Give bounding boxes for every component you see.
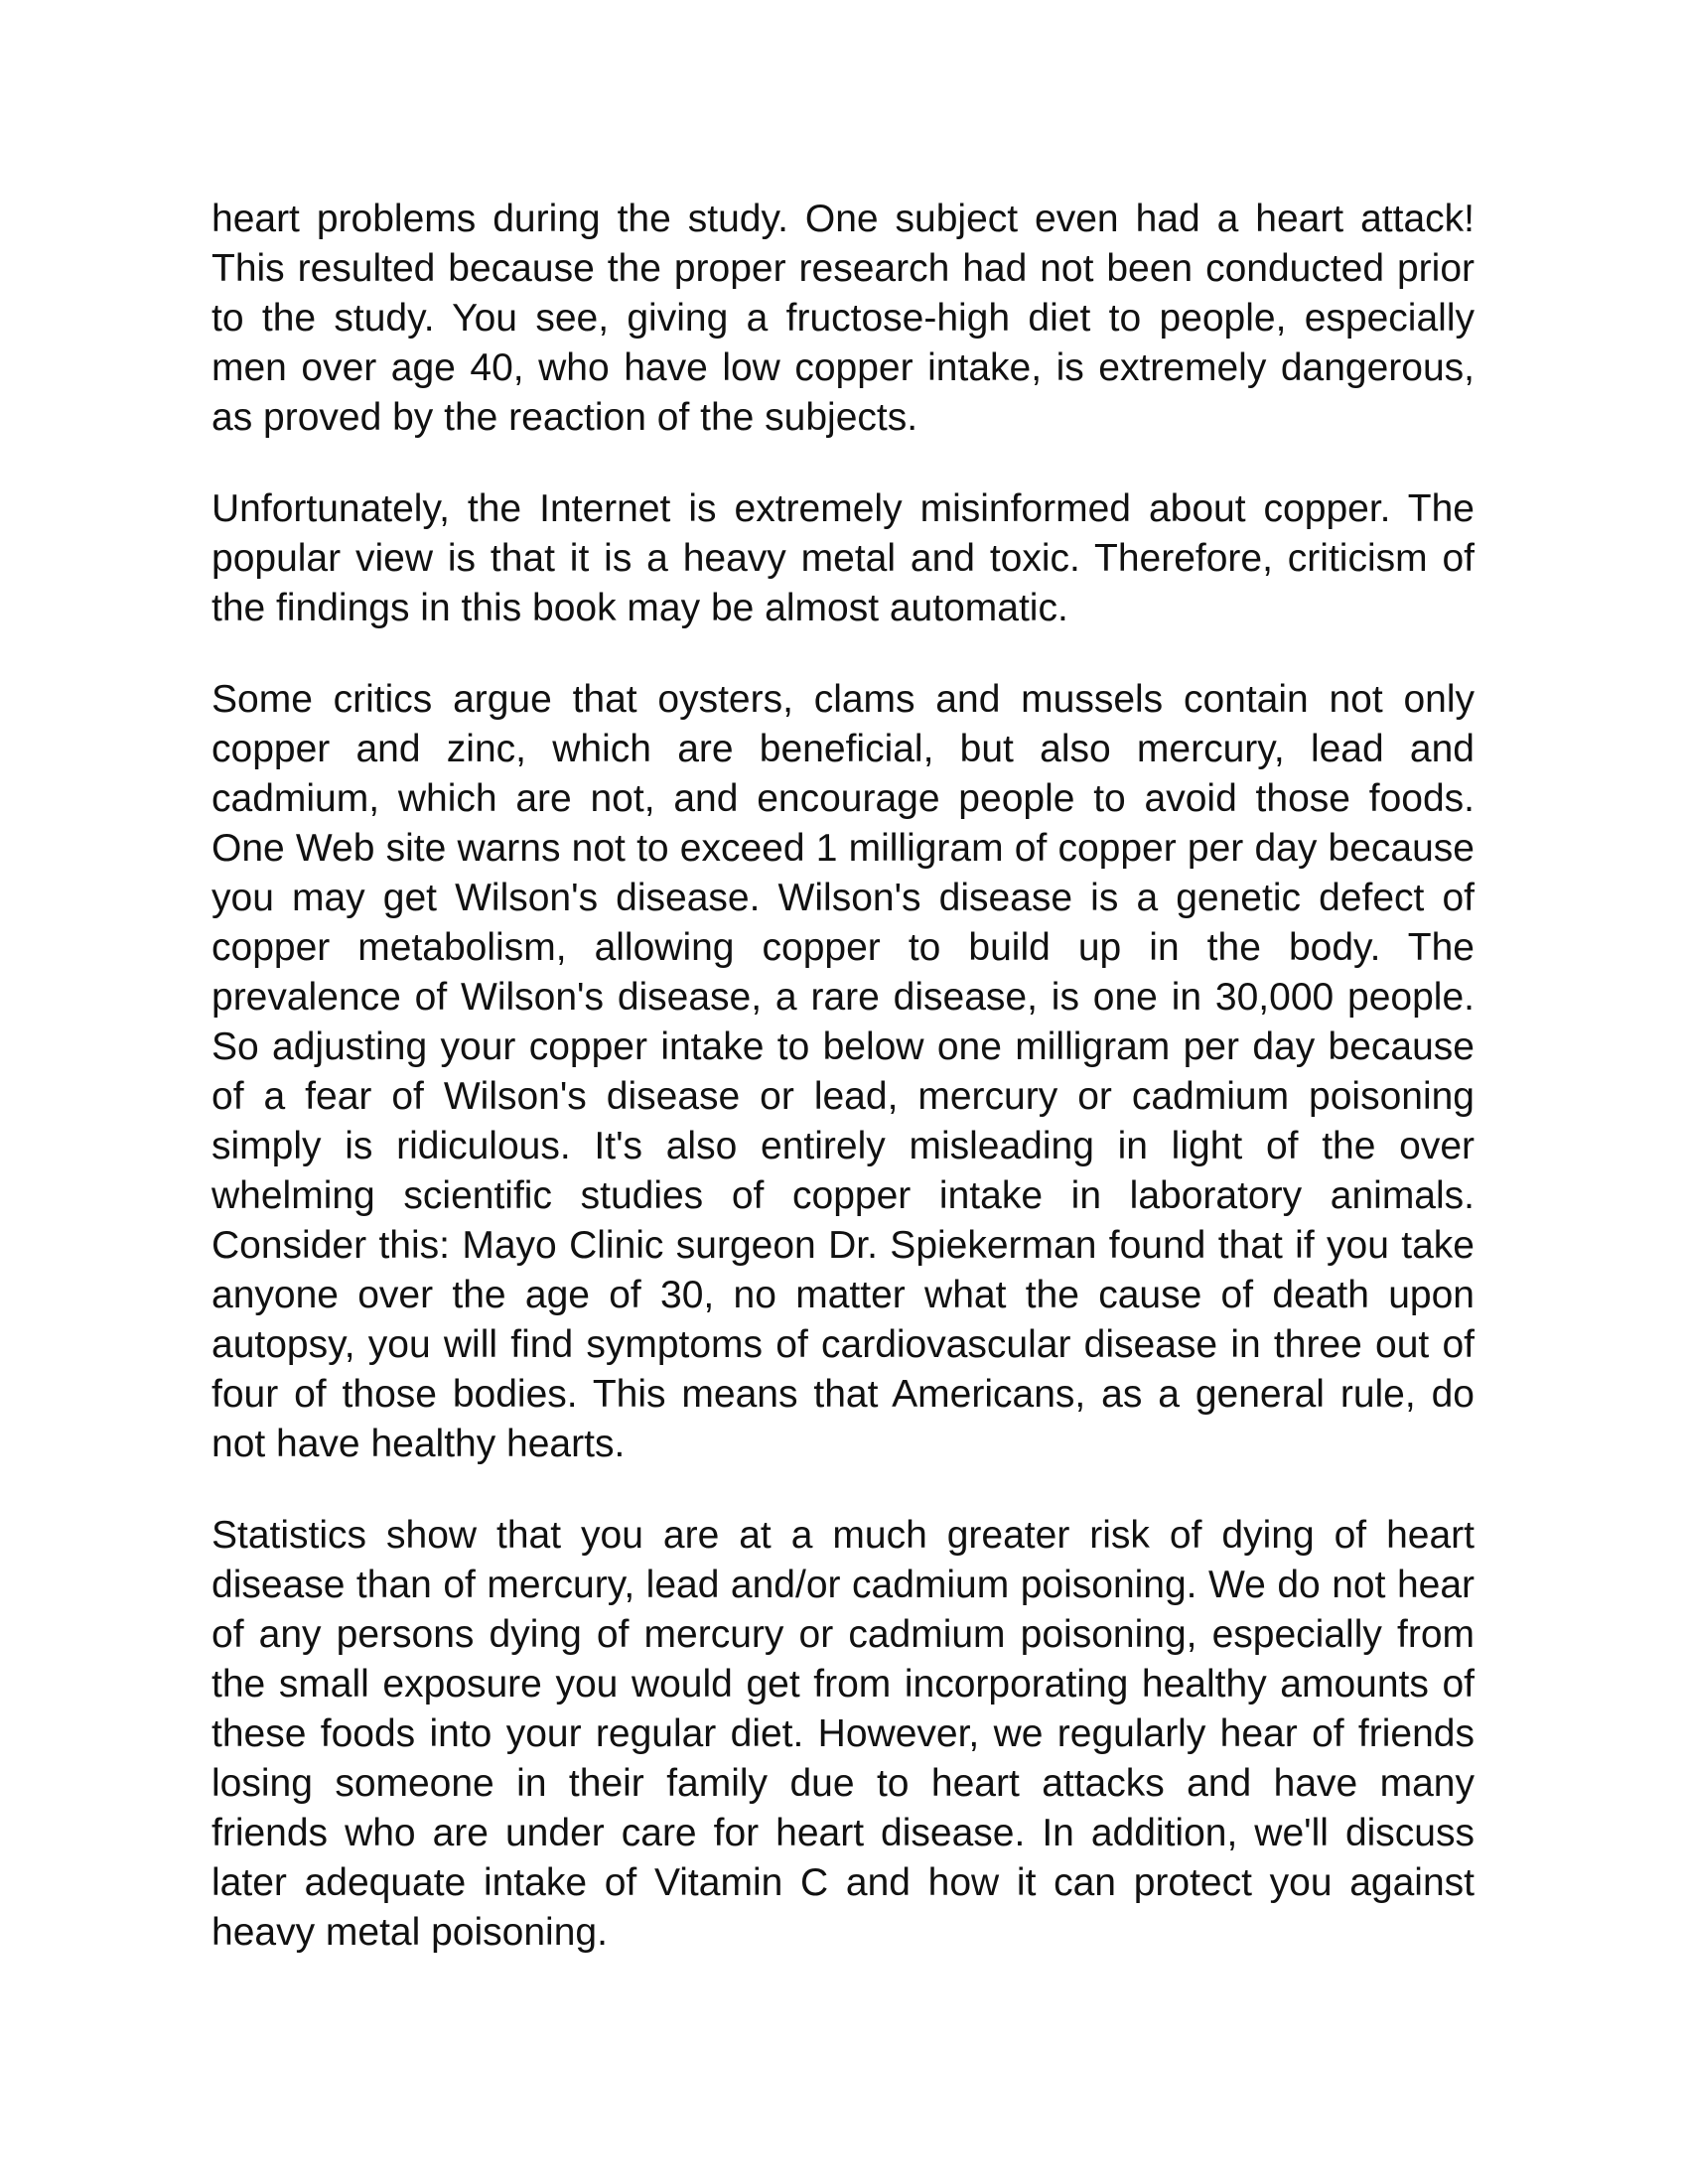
paragraph: Statistics show that you are at a much greater risk of dying of heart disease than of mercury, lead and/or cadmium poisoning. We do not hear of any persons dying of mercury or cadmium poisoning, especially from the small exposure you would get from incorporating healthy amounts of these foods into your regular diet. However, we regularly hear of friends losing someone in their family due to heart attacks and have many friends who are under care for heart disease. In addition, we'll discuss later adequate intake of Vitamin C and how it can protect you against heavy metal poisoning.	[211, 1514, 1475, 1954]
paragraph: Some critics argue that oysters, clams and mussels contain not only copper and zinc, which are beneficial, but also mercury, lead and cadmium, which are not, and encourage people to avoid those foods. One Web site warns not to exceed 1 milligram of copper per day because you may get Wilson's disease. Wilson's disease is a genetic defect of copper metabolism, allowing copper to build up in the body. The prevalence of Wilson's disease, a rare disease, is one in 30,000 people. So adjusting your copper intake to below one milligram per day because of a fear of Wilson's disease or lead, mercury or cadmium poisoning simply is ridiculous. It's also entirely misleading in light of the over whelming scientific studies of copper intake in laboratory animals. Consider this: Mayo Clinic surgeon Dr. Spiekerman found that if you take anyone over the age of 30, no matter what the cause of death upon autopsy, you will find symptoms of cardiovascular disease in three out of four of those bodies. This means that Americans, as a general rule, do not have healthy hearts.	[211, 678, 1475, 1465]
paragraph: heart problems during the study. One subject even had a heart attack! This resulted because the proper research had not been conducted prior to the study. You see, giving a fructose-high diet to people, especially men over age 40, who have low copper intake, is extremely dangerous, as proved by the reaction of the subjects.	[211, 198, 1475, 439]
paragraph: Unfortunately, the Internet is extremely misinformed about copper. The popular view is that it is a heavy metal and toxic. Therefore, criticism of the findings in this book may be almost automatic.	[211, 487, 1475, 629]
body-text	[211, 195, 1475, 1958]
